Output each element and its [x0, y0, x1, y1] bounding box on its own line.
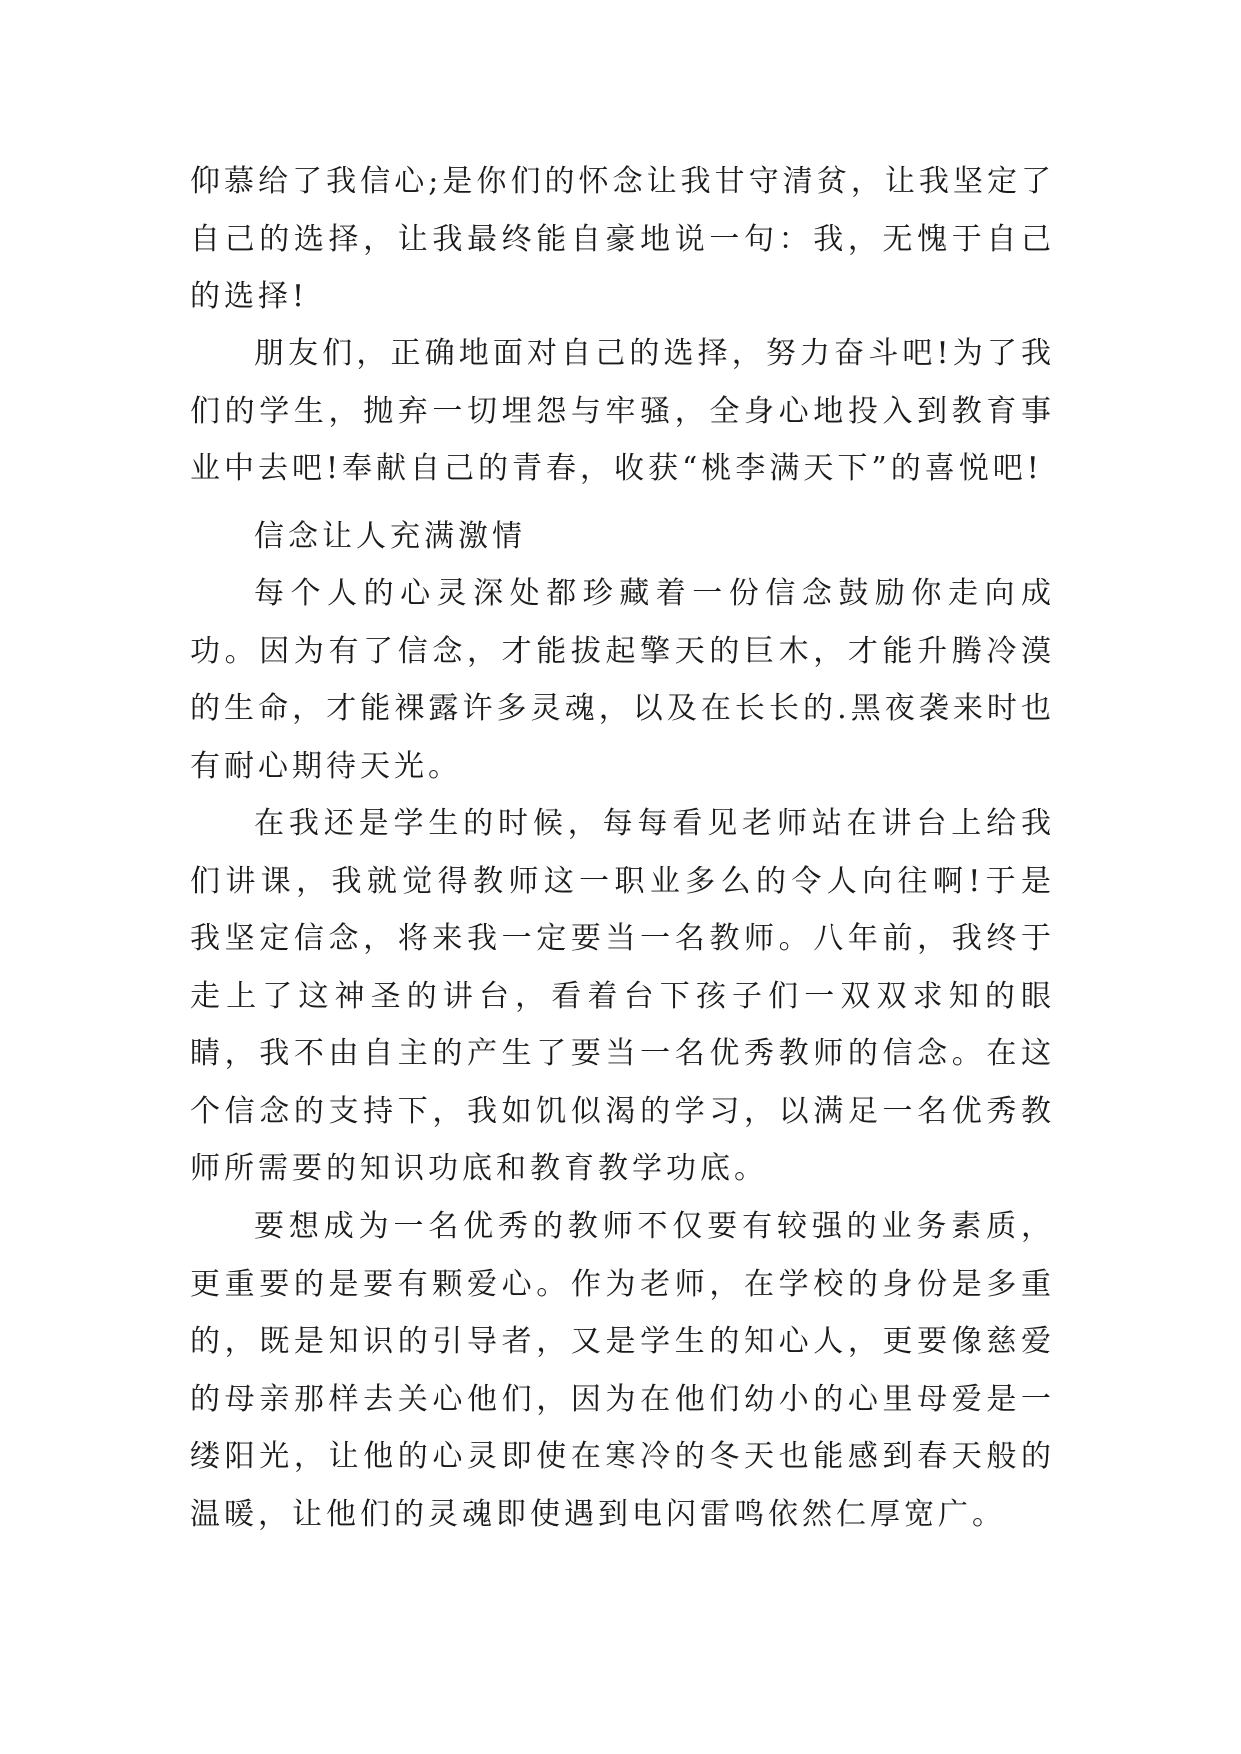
paragraph-teacher: 要想成为一名优秀的教师不仅要有较强的业务素质，更重要的是要有颗爱心。作为老师，在学校的身份是多重的，既是知识的引导者，又是学生的知心人，更要像慈爱的母亲那样去关心他们，因为在他们幼小的心里母爱是一缕阳光，让他的心灵即使在寒冷的冬天也能感到春天般的温暖，让他们的灵魂即使遇到电闪雷鸣依然仁厚宽广。: [190, 1209, 1055, 1532]
paragraph-student: 在我还是学生的时候，每每看见老师站在讲台上给我们讲课，我就觉得教师这一职业多么的令人向往啊!于是我坚定信念，将来我一定要当一名教师。八年前，我终于走上了这神圣的讲台，看着台下孩子们一双双求知的眼睛，我不由自主的产生了要当一名优秀教师的信念。在这个信念的支持下，我如饥似渴的学习，以满足一名优秀教师所需要的知识功底和教育教学功底。: [190, 806, 1055, 1186]
paragraph-friends: 朋友们，正确地面对自己的选择，努力奋斗吧!为了我们的学生，抛弃一切埋怨与牢骚，全身心地投入到教育事业中去吧!奉献自己的青春，收获“桃李满天下”的喜悦吧!: [190, 336, 1055, 486]
paragraph-belief: 每个人的心灵深处都珍藏着一份信念鼓励你走向成功。因为有了信念，才能拔起擎天的巨木，才能升腾冷漠的生命，才能裸露许多灵魂，以及在长长的.黑夜袭来时也有耐心期待天光。: [190, 576, 1055, 784]
section-heading: 信念让人充满激情: [254, 519, 526, 554]
paragraph-continued: 仰慕给了我信心;是你们的怀念让我甘守清贫，让我坚定了自己的选择，让我最终能自豪地说一句：我，无愧于自己的选择!: [190, 164, 1055, 314]
